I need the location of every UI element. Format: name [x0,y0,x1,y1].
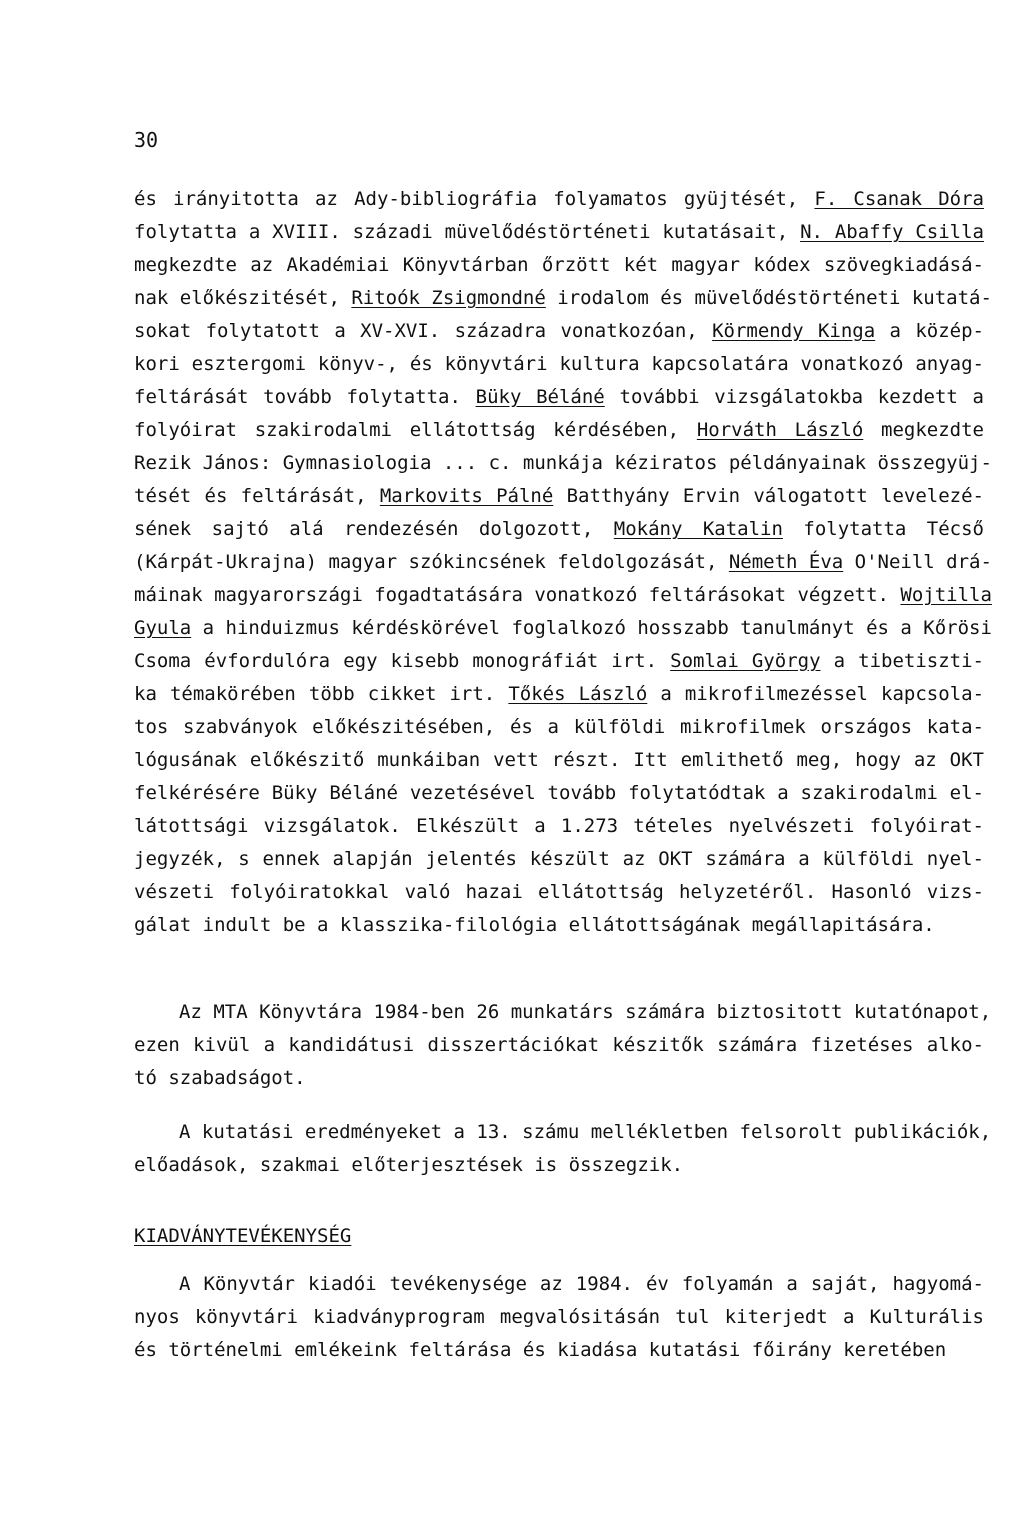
paragraph-research-activities [134,183,992,942]
text-line [134,810,984,843]
underlined-name: Tőkés László [508,683,648,705]
text-line [134,612,992,645]
text-line [134,546,992,579]
text-line [134,777,984,810]
text-segment: nak előkészitését, [134,287,352,309]
text-segment: Csoma évfordulóra egy kisebb monográfiát irt. [134,650,671,672]
text-segment: tését és feltárását, [134,485,380,507]
text-segment: vészeti folyóiratokkal való hazai ellátottság helyzetéről. Hasonló vizs- [134,881,984,903]
paragraph-publishing-activity [134,1268,984,1367]
text-line [134,678,984,711]
section-heading-text: KIADVÁNYTEVÉKENYSÉG [134,1225,352,1247]
underlined-name: Mokány Katalin [613,518,783,540]
text-segment: a közép- [875,320,984,342]
text-line [134,711,984,744]
text-segment: O'Neill drá- [843,551,992,573]
text-line [134,1116,992,1149]
text-segment: a mikrofilmezéssel kapcsola- [647,683,985,705]
text-segment: máinak magyarországi fogadtatására vonatkozó feltárásokat végzett. [134,584,901,606]
text-segment: a tibetiszti- [820,650,984,672]
underlined-name: Wojtilla [900,584,992,606]
text-segment: A kutatási eredményeket a 13. számu mellékletben felsorolt publikációk, [179,1121,992,1143]
text-segment: feltárását tovább folytatta. [134,386,476,408]
text-line [134,1268,984,1301]
text-segment: Az MTA Könyvtára 1984-ben 26 munkatárs számára biztositott kutatónapot, [179,1001,992,1023]
text-line [134,249,984,282]
paragraph-research-results [134,1116,992,1182]
page-number: 30 [134,128,159,152]
text-line [134,909,984,942]
text-segment: gálat indult be a klasszika-filológia ellátottságának megállapitására. [134,914,935,936]
underlined-name: Németh Éva [728,551,844,573]
text-segment: folytatta a XVIII. századi müvelődéstörténeti kutatásait, [134,221,801,243]
underlined-name: Gyula [134,617,192,639]
underlined-name: F. Csanak Dóra [814,188,984,210]
text-segment: (Kárpát-Ukrajna) magyar szókincsének feldolgozását, [134,551,729,573]
text-line [134,414,984,447]
text-segment: A Könyvtár kiadói tevékenysége az 1984. év folyamán a saját, hagyomá- [179,1273,984,1295]
text-segment: előadások, szakmai előterjesztések is összegzik. [134,1154,684,1176]
text-segment: nyos könyvtári kiadványprogram megvalósitásán tul kiterjedt a Kulturális [134,1306,984,1328]
text-segment: Batthyány Ervin válogatott levelezé- [553,485,984,507]
text-segment: lógusának előkészitő munkáiban vett részt. Itt emlithető meg, hogy az OKT [134,749,984,771]
text-segment: látottsági vizsgálatok. Elkészült a 1.273 tételes nyelvészeti folyóirat- [134,815,984,837]
text-line [134,282,992,315]
text-segment: irodalom és müvelődéstörténeti kutatá- [545,287,992,309]
text-line [134,996,992,1029]
text-segment: folyóirat szakirodalmi ellátottság kérdésében, [134,419,697,441]
text-segment: sokat folytatott a XV-XVI. századra vonatkozóan, [134,320,713,342]
text-segment: és irányitotta az Ady-bibliográfia folyamatos gyüjtését, [134,188,815,210]
underlined-name: N. Abaffy Csilla [800,221,984,243]
text-line [134,447,992,480]
text-line [134,1149,984,1182]
text-line [134,579,992,612]
underlined-name: Markovits Pálné [379,485,554,507]
underlined-name: Körmendy Kinga [712,320,876,342]
text-line [134,744,984,777]
text-segment: sének sajtó alá rendezésén dolgozott, [134,518,614,540]
text-line [134,645,984,678]
underlined-name: Horváth László [696,419,864,441]
text-line [134,183,984,216]
text-segment: és történelmi emlékeink feltárása és kiadása kutatási főirány keretében [134,1339,947,1361]
text-segment: tó szabadságot. [134,1067,306,1089]
text-segment: jegyzék, s ennek alapján jelentés készült az OKT számára a külföldi nyel- [134,848,984,870]
underlined-name: Büky Béláné [475,386,605,408]
text-line [134,315,984,348]
text-line [134,1062,984,1095]
section-heading-publishing [134,1220,984,1253]
text-line [134,513,984,546]
underlined-name: Somlai György [670,650,821,672]
text-line [134,480,984,513]
text-segment: további vizsgálatokba kezdett a [604,386,984,408]
text-segment: folytatta Técső [782,518,984,540]
text-line [134,348,984,381]
text-line [134,1029,984,1062]
text-line [134,1301,984,1334]
underlined-name: Ritoók Zsigmondné [351,287,546,309]
text-line [134,1334,984,1367]
text-line [134,843,984,876]
text-line [134,876,984,909]
text-line [134,381,984,414]
text-line [134,216,984,249]
text-segment: ka témakörében több cikket irt. [134,683,509,705]
text-segment: felkérésére Büky Béláné vezetésével tovább folytatódtak a szakirodalmi el- [134,782,984,804]
text-segment: kori esztergomi könyv-, és könyvtári kultura kapcsolatára vonatkozó anyag- [134,353,984,375]
text-segment: tos szabványok előkészitésében, és a külföldi mikrofilmek országos kata- [134,716,984,738]
text-segment: ezen kivül a kandidátusi disszertációkat készitők számára fizetéses alko- [134,1034,984,1056]
text-segment: Rezik János: Gymnasiologia ... c. munkája kéziratos példányainak összegyüj- [134,452,992,474]
text-segment: megkezdte az Akadémiai Könyvtárban őrzött két magyar kódex szövegkiadásá- [134,254,984,276]
text-segment: a hinduizmus kérdéskörével foglalkozó hosszabb tanulmányt és a Kőrösi [191,617,992,639]
text-segment: megkezdte [863,419,984,441]
paragraph-research-days [134,996,992,1095]
